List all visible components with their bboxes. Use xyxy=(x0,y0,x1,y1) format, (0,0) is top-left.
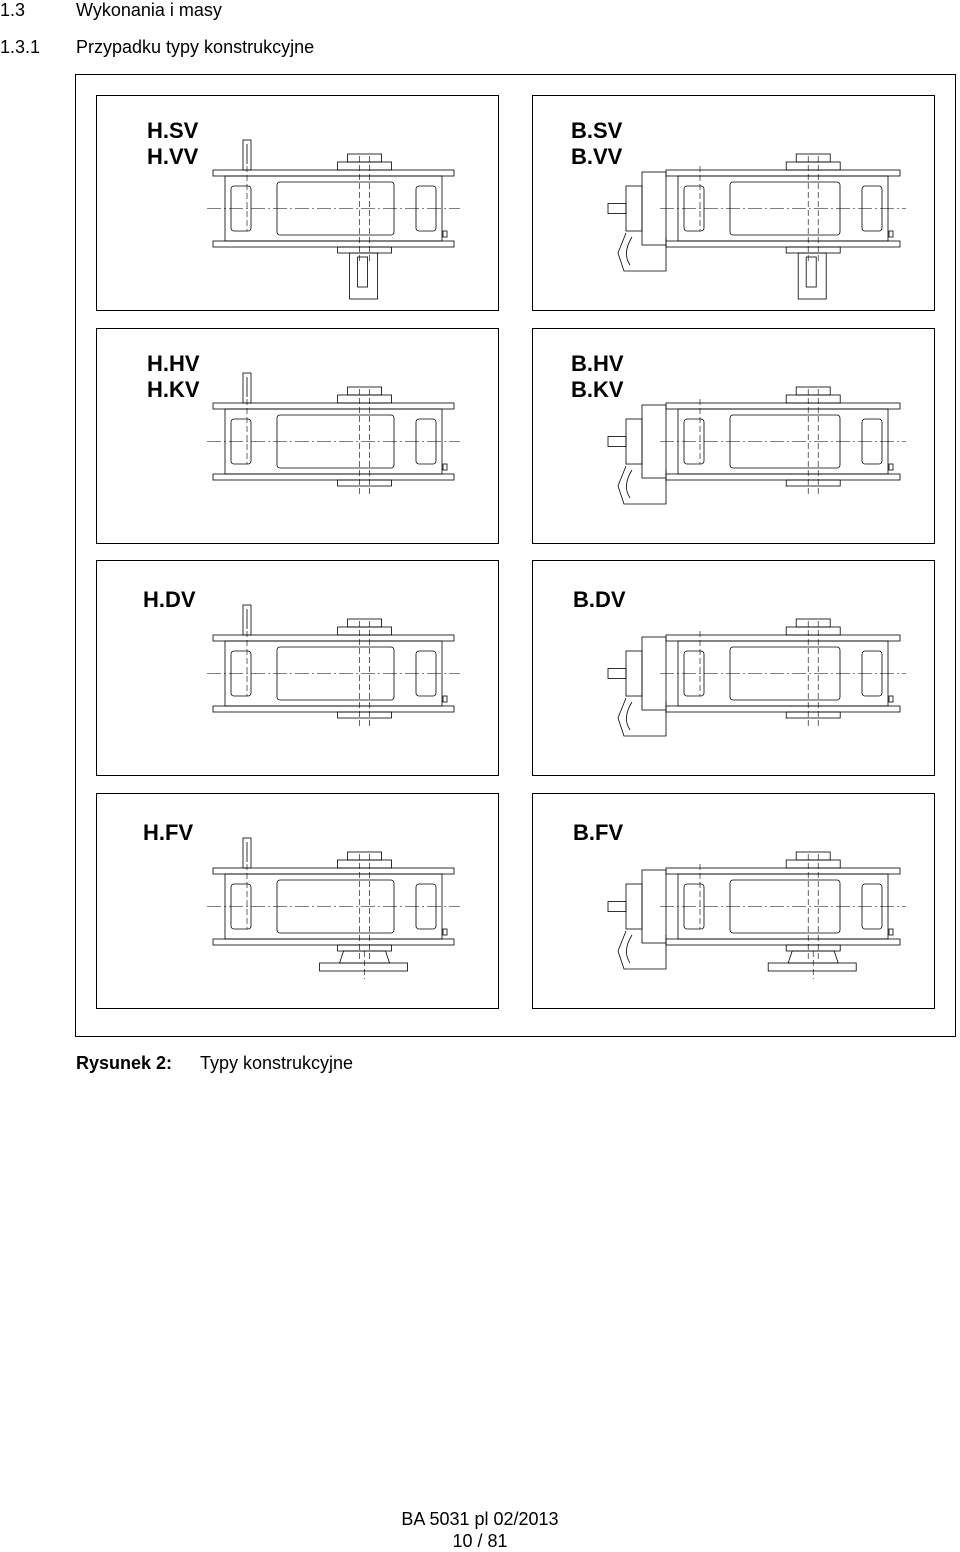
panel-label xyxy=(147,118,198,170)
figure-frame xyxy=(75,74,956,1037)
panel-label xyxy=(571,118,622,170)
gearbox-drawing xyxy=(608,619,906,736)
figure-panel-bsv-bvv xyxy=(532,95,935,311)
panel-label xyxy=(571,351,624,403)
panel-label-line: B.FV xyxy=(573,820,624,845)
gearbox-drawing xyxy=(608,852,906,979)
figure-caption xyxy=(76,1052,354,1074)
figure-panel-hdv xyxy=(96,560,499,776)
subsection-number: 1.3.1 xyxy=(0,37,41,57)
panel-label-line: B.HV xyxy=(571,351,624,376)
panel-label-line: B.DV xyxy=(573,587,626,612)
panel-label-line: B.VV xyxy=(571,144,623,169)
gearbox-drawing xyxy=(207,605,460,726)
panel-label xyxy=(143,587,196,613)
figure-panel-bfv xyxy=(532,793,935,1009)
panel-label xyxy=(573,587,626,613)
subsection-title: Przypadku typy konstrukcyjne xyxy=(76,37,315,57)
gearbox-drawing xyxy=(207,373,460,494)
gearbox-drawing xyxy=(207,140,460,299)
figure-panel-hhv-hkv xyxy=(96,328,499,544)
panel-label-line: B.KV xyxy=(571,377,624,402)
panel-label-line: H.KV xyxy=(147,377,200,402)
caption-label: Rysunek 2: xyxy=(76,1053,173,1073)
gearbox-drawing xyxy=(608,154,906,299)
panel-label xyxy=(147,351,200,403)
panel-label-line: H.SV xyxy=(147,118,199,143)
page-number: 10 / 81 xyxy=(452,1531,508,1551)
panel-label-line: H.VV xyxy=(147,144,199,169)
gearbox-drawing xyxy=(207,838,460,979)
panel-label-line: H.FV xyxy=(143,820,194,845)
panel-label xyxy=(143,820,193,846)
figure-panel-bdv xyxy=(532,560,935,776)
section-number: 1.3 xyxy=(0,0,26,20)
panel-label-line: B.SV xyxy=(571,118,623,143)
section-title: Wykonania i masy xyxy=(76,0,222,20)
figure-panel-hsv-hvv xyxy=(96,95,499,311)
figure-panel-hfv xyxy=(96,793,499,1009)
caption-text: Typy konstrukcyjne xyxy=(200,1053,354,1073)
document-id: BA 5031 pl 02/2013 xyxy=(401,1509,559,1529)
panel-label-line: H.DV xyxy=(143,587,196,612)
figure-panel-bhv-bkv xyxy=(532,328,935,544)
page-footer xyxy=(380,1508,580,1552)
panel-label-line: H.HV xyxy=(147,351,200,376)
panel-label xyxy=(573,820,623,846)
gearbox-drawing xyxy=(608,387,906,504)
